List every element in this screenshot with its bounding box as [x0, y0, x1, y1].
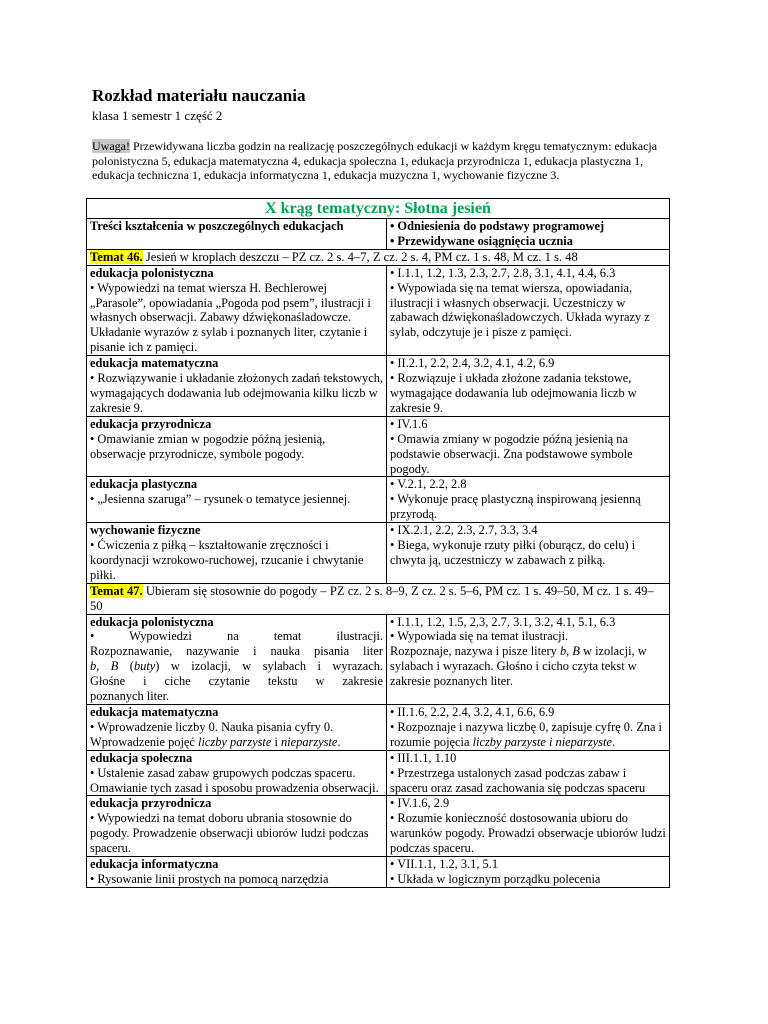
subject-label: wychowanie fizyczne: [90, 523, 201, 538]
word-buty: buty: [133, 659, 156, 674]
note-label: Uwaga!: [92, 139, 130, 153]
subject-label: edukacja przyrodnicza: [90, 416, 212, 431]
content-text: • Rozwiązywanie i układanie złożonych zadań tekstowych, wymagających dodawania lub odejmowania kilku liczb w zakresie 9.: [90, 371, 384, 415]
table-row: [87, 750, 670, 796]
topic-47-row: [87, 583, 670, 614]
content-text: • Ćwiczenia z piłką – kształtowanie zręczności i koordynacji wzrokowo-ruchowej, rzucanie i chwytanie piłki.: [90, 538, 364, 582]
reference-text: • IX.2.1, 2.2, 2.3, 2.7, 3.3, 3.4: [390, 523, 538, 538]
outcome-text: [390, 644, 647, 688]
reference-text: • VII.1.1, 1.2, 3.1, 5.1: [390, 857, 499, 872]
content-line: [90, 659, 383, 674]
document-title: Rozkład materiału nauczania: [92, 86, 306, 105]
content-text: • Omawianie zmian w pogodzie późną jesienią, obserwacje przyrodnicze, symbole pogody.: [90, 431, 326, 461]
outcome-post: w izolacji, w sylabach i wyrazach. Głośno i cicho czyta tekst w zakresie poznanych liter.: [390, 644, 647, 689]
content-line: Rozpoznawanie, nazywanie i nauka pisania liter: [90, 644, 383, 659]
content-cell: [87, 265, 387, 355]
document-subtitle: klasa 1 semestr 1 część 2: [92, 108, 223, 123]
outcome-cell: [387, 857, 670, 888]
outcome-text: • Wykonuje pracę plastyczną inspirowaną jesienną przyrodą.: [390, 492, 641, 522]
outcome-cell: [387, 796, 670, 857]
topic-46-text: Jesień w kroplach deszczu – PZ cz. 2 s. 4–7, Z cz. 2 s. 4, PM cz. 1 s. 48, M cz. 1 s. 48: [142, 249, 578, 264]
outcome-cell: [387, 265, 670, 355]
outcome-cell: [387, 750, 670, 796]
table-row: [87, 265, 670, 355]
table-row: [87, 796, 670, 857]
content-line: Głośne i ciche czytanie tekstu w zakresie: [90, 674, 383, 689]
content-text: • „Jesienna szaruga” – rysunek o tematyce jesiennej.: [90, 492, 351, 507]
table-row: [87, 416, 670, 477]
topic-46: [87, 249, 670, 265]
term-even-odd: liczby parzyste i nieparzyste: [472, 734, 612, 749]
curriculum-table: [86, 198, 670, 888]
header-right-references: • Odniesienia do podstawy programowej: [390, 219, 605, 233]
outcome-pre: • Rozpoznaje i nazywa liczbę 0, zapisuje cyfrę 0. Zna i rozumie pojęcia: [390, 719, 662, 749]
header-left: Treści kształcenia w poszczególnych edukacjach: [87, 219, 387, 250]
reference-text: • I.1.1, 1.2, 1.5, 2,3, 2.7, 3.1, 3.2, 4.1, 5.1, 6.3: [390, 614, 616, 629]
reference-text: • IV.1.6, 2.9: [390, 796, 450, 811]
content-rest: ) w izolacji, w sylabach i wyrazach.: [155, 659, 383, 674]
circle-title: X krąg tematyczny: Słotna jesień: [87, 199, 670, 219]
header-right-outcomes: • Przewidywane osiągnięcia ucznia: [390, 233, 573, 248]
content-text: • Wypowiedzi na temat doboru ubrania stosownie do pogody. Prowadzenie obserwacji ubiorów ludzi podczas spaceru.: [90, 811, 369, 856]
content-text: • Wypowiedzi na temat wiersza H. Bechlerowej „Parasole”, opowiadania „Pogoda pod psem”, ilustracji i własnych obserwacji. Zabawy dźwiękonaśladowcze. Układanie wyrazów z sylab i poznanych liter, czytanie i pisanie ich z pamięci.: [90, 280, 371, 355]
content-text: • Rysowanie linii prostych na pomocą narzędzia: [90, 871, 329, 886]
topic-46-tag: Temat 46.: [90, 249, 143, 264]
circle-title-row: [87, 199, 670, 219]
subject-label: edukacja przyrodnicza: [90, 796, 212, 811]
content-line: • Wypowiedzi na temat ilustracji.: [90, 629, 383, 644]
subject-label: edukacja plastyczna: [90, 477, 198, 492]
outcome-cell: [387, 416, 670, 477]
table-row: [87, 523, 670, 584]
reference-text: • V.2.1, 2.2, 2.8: [390, 477, 467, 492]
subject-label: edukacja polonistyczna: [90, 614, 214, 629]
content-cell: [87, 356, 387, 417]
outcome-text: • Układa w logicznym porządku polecenia: [390, 871, 601, 886]
content-pre: • Wprowadzenie liczby 0. Nauka pisania cyfry 0. Wprowadzenie pojęć: [90, 719, 334, 749]
table-row: [87, 705, 670, 751]
topic-47-text: Ubieram się stosownie do pogody – PZ cz. 2 s. 8–9, Z cz. 2 s. 5–6, PM cz. 1 s. 49–50, M cz. 1 s. 49–50: [90, 583, 654, 613]
outcome-text: • Wypowiada się na temat wiersza, opowiadania, ilustracji i własnych obserwacji. Uczestniczy w zabawach dźwiękonaśladowczych. Układa wyrazy z sylab, odczytuje je i pisze z pamięci.: [390, 280, 650, 340]
table-row: [87, 356, 670, 417]
period: .: [611, 734, 616, 749]
content-cell: [87, 750, 387, 796]
letter-B: B: [110, 659, 119, 674]
reference-text: • II.2.1, 2.2, 2.4, 3.2, 4.1, 4.2, 6.9: [390, 356, 555, 371]
table-row: [87, 477, 670, 523]
content-text: [90, 720, 341, 749]
outcome-text: • Przestrzega ustalonych zasad podczas zabaw i spaceru oraz zasad zachowania się podczas spaceru: [390, 765, 646, 795]
content-cell: [87, 416, 387, 477]
header-right: [387, 219, 670, 250]
outcome-pre: Rozpoznaje, nazywa i pisze litery: [390, 644, 560, 659]
header-row: [87, 219, 670, 250]
content-cell: [87, 477, 387, 523]
subject-label: edukacja informatyczna: [90, 857, 219, 872]
subject-label: edukacja polonistyczna: [90, 265, 214, 280]
note-text: Przewidywana liczba godzin na realizację poszczególnych edukacji w każdym kręgu tematycznym: edukacja polonistyczna 5, edukacja matematyczna 4, edukacja społeczna 1, edukacja przyrodnicza 1, edukacja plastyczna 1, edukacja techniczna 1, edukacja informatyczna 1, edukacja muzyczna 1, wychowanie fizyczne 3.: [92, 139, 658, 183]
separator: ,: [96, 659, 111, 674]
outcome-text: • Omawia zmiany w pogodzie późną jesienią na podstawie obserwacji. Zna podstawowe symbole pogody.: [390, 431, 633, 476]
conjunction: i: [271, 734, 281, 749]
topic-47-tag: Temat 47.: [90, 583, 143, 598]
letter-b: b: [90, 659, 97, 674]
outcome-text: • Rozwiązuje i układa złożone zadania tekstowe, wymagające dodawania lub odejmowania liczb w zakresie 9.: [390, 371, 637, 415]
outcome-cell: [387, 356, 670, 417]
content-cell: [87, 857, 387, 888]
reference-text: • III.1.1, 1.10: [390, 750, 457, 765]
paren-open: (: [118, 659, 134, 674]
table-row: [87, 857, 670, 888]
outcome-text: [390, 720, 662, 749]
separator: ,: [566, 644, 573, 659]
content-cell: [87, 796, 387, 857]
table-row: [87, 614, 670, 704]
subject-label: edukacja matematyczna: [90, 356, 219, 371]
outcome-line: • Wypowiada się na temat ilustracji.: [390, 629, 569, 644]
outcome-cell: [387, 523, 670, 584]
outcome-text: • Biega, wykonuje rzuty piłki (oburącz, do celu) i chwyta ją, uczestniczy w zabawach z piłką.: [390, 538, 636, 567]
letter-B: B: [572, 644, 580, 659]
topic-47: [87, 583, 670, 614]
content-cell: [87, 705, 387, 751]
reference-text: • II.1.6, 2.2, 2.4, 3.2, 4.1, 6.6, 6.9: [390, 705, 555, 719]
term-even: liczby parzyste: [198, 734, 272, 749]
topic-46-row: [87, 249, 670, 265]
reference-text: • IV.1.6: [390, 416, 428, 431]
content-text: • Ustalenie zasad zabaw grupowych podczas spaceru. Omawianie tych zasad i sposobu prowadzenia obserwacji.: [90, 765, 379, 795]
note-paragraph: [92, 139, 672, 183]
term-odd: nieparzyste: [280, 734, 338, 749]
outcome-cell: [387, 614, 670, 704]
content-cell: [87, 523, 387, 584]
letter-b: b: [559, 644, 567, 659]
subject-label: edukacja społeczna: [90, 750, 193, 765]
outcome-cell: [387, 705, 670, 751]
outcome-text: • Rozumie konieczność dostosowania ubioru do warunków pogody. Prowadzi obserwacje ubiorów ludzi podczas spaceru.: [390, 811, 666, 856]
content-line: poznanych liter.: [90, 689, 170, 704]
period: .: [337, 734, 341, 749]
content-cell: [87, 614, 387, 704]
reference-text: • I.1.1, 1.2, 1.3, 2.3, 2.7, 2.8, 3.1, 4.1, 4.4, 6.3: [390, 265, 616, 280]
outcome-cell: [387, 477, 670, 523]
subject-label: edukacja matematyczna: [90, 705, 219, 719]
